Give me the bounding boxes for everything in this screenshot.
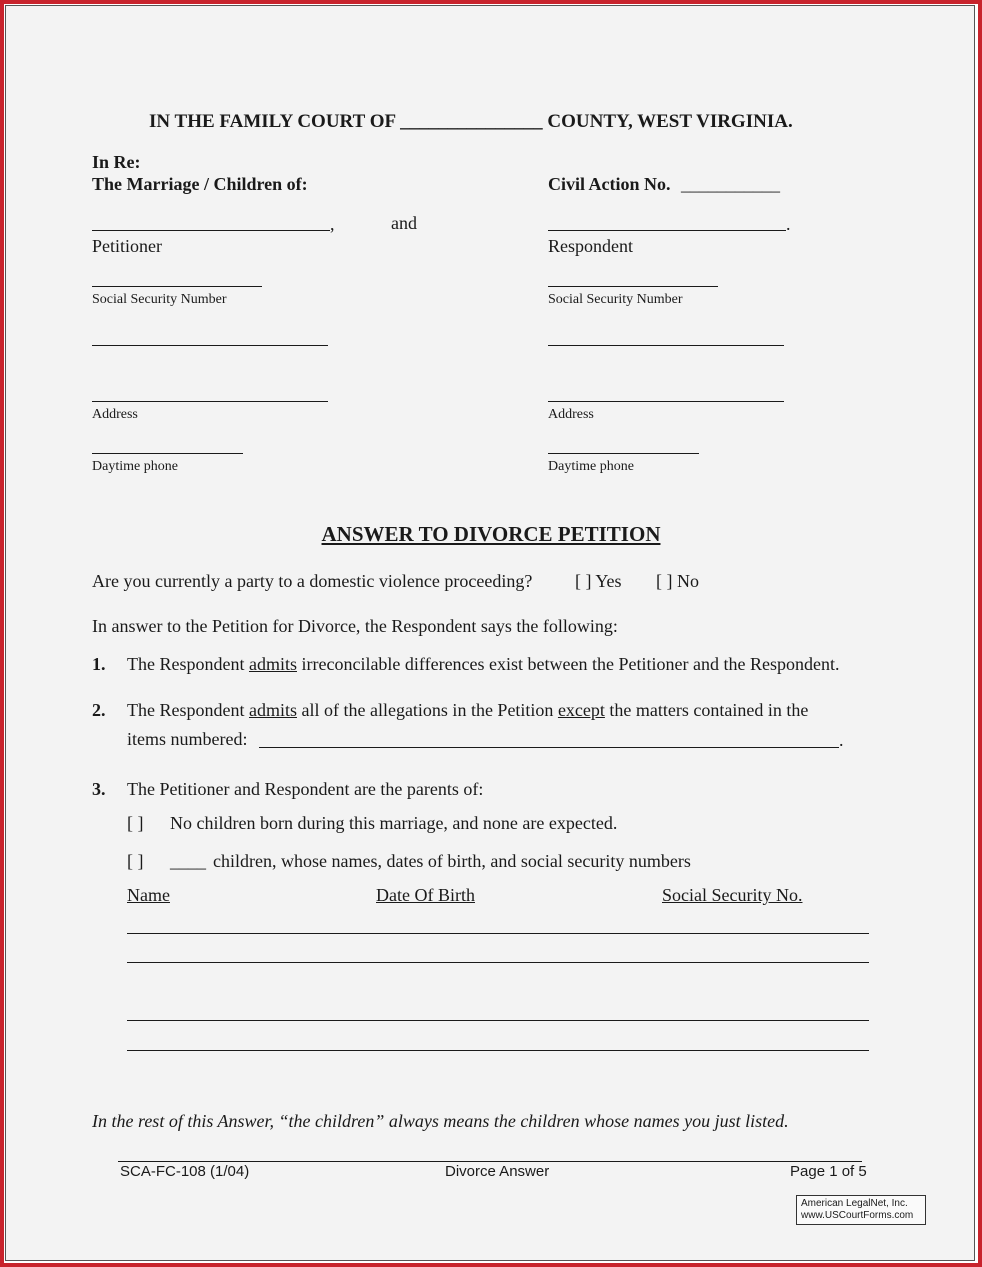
footer-rule [118, 1161, 862, 1162]
item-1-pre: The Respondent [127, 654, 245, 674]
and-label: and [391, 213, 417, 233]
child-row-line-2[interactable] [127, 962, 869, 963]
petitioner-ssn-line[interactable] [92, 286, 262, 287]
footer-page-number: Page 1 of 5 [790, 1163, 867, 1180]
items-numbered-line[interactable] [259, 747, 839, 748]
children-label: children, whose names, dates of birth, and social security numbers [213, 851, 691, 871]
dv-no-checkbox[interactable]: [ ] No [656, 571, 699, 591]
court-prefix: IN THE FAMILY COURT OF [149, 111, 396, 132]
closing-note: In the rest of this Answer, “the children” always means the children whose names you just listed. [92, 1111, 789, 1131]
respondent-address-line-1[interactable] [548, 345, 784, 346]
item-2-text [127, 699, 808, 721]
respondent-name-line[interactable] [548, 230, 786, 231]
item-2-admits: admits [248, 700, 297, 720]
petitioner-address-label: Address [92, 407, 138, 422]
item-1-admits: admits [248, 654, 297, 674]
respondent-phone-label: Daytime phone [548, 459, 634, 474]
item-2-end: . [839, 730, 844, 750]
civil-action-label: Civil Action No. [548, 174, 671, 194]
petitioner-label: Petitioner [92, 236, 162, 256]
stamp-line-1: American LegalNet, Inc. [801, 1198, 908, 1209]
court-heading [149, 111, 793, 133]
county-blank: _______________ [400, 111, 543, 132]
child-row-line-3[interactable] [127, 1020, 869, 1021]
item-1-number: 1. [92, 654, 106, 674]
court-suffix: COUNTY, WEST VIRGINIA. [547, 111, 793, 132]
children-count-blank[interactable]: ____ [170, 851, 206, 871]
dv-question: Are you currently a party to a domestic violence proceeding? [92, 571, 533, 591]
in-re-label: In Re: [92, 152, 141, 172]
stamp-line-2: www.USCourtForms.com [801, 1210, 914, 1221]
petitioner-address-line-1[interactable] [92, 345, 328, 346]
respondent-label: Respondent [548, 236, 633, 256]
respondent-phone-line[interactable] [548, 453, 699, 454]
respondent-period: . [786, 214, 791, 234]
petitioner-name-line[interactable] [92, 230, 330, 231]
petitioner-phone-label: Daytime phone [92, 459, 178, 474]
marriage-children-label: The Marriage / Children of: [92, 174, 308, 194]
children-checkbox[interactable]: [ ] [127, 851, 144, 871]
respondent-ssn-label: Social Security Number [548, 292, 683, 307]
footer-form-id: SCA-FC-108 (1/04) [120, 1163, 250, 1180]
document-title: ANSWER TO DIVORCE PETITION [321, 522, 661, 546]
item-2-pre: The Respondent [127, 700, 245, 720]
petitioner-phone-line[interactable] [92, 453, 243, 454]
item-2-number: 2. [92, 700, 106, 720]
no-children-label: No children born during this marriage, and none are expected. [170, 813, 618, 833]
footer-form-name: Divorce Answer [445, 1163, 550, 1180]
petitioner-ssn-label: Social Security Number [92, 292, 227, 307]
child-row-line-4[interactable] [127, 1050, 869, 1051]
item-1-text [127, 653, 839, 675]
respondent-address-label: Address [548, 407, 594, 422]
child-row-line-1[interactable] [127, 933, 869, 934]
intro-text: In answer to the Petition for Divorce, the Respondent says the following: [92, 616, 618, 636]
dv-yes-checkbox[interactable]: [ ] Yes [575, 571, 622, 591]
petitioner-address-line-2[interactable] [92, 401, 328, 402]
civil-action-blank: ___________ [681, 174, 781, 194]
item-3-text: The Petitioner and Respondent are the parents of: [127, 779, 484, 799]
item-2-except: except [557, 700, 605, 720]
col-ssn-header: Social Security No. [662, 885, 803, 905]
col-dob-header: Date Of Birth [376, 885, 475, 905]
item-2-post: the matters contained in the [609, 700, 809, 720]
civil-action-heading [548, 173, 780, 195]
petitioner-comma: , [330, 214, 335, 234]
col-name-header: Name [127, 885, 170, 905]
item-1-post: irreconcilable differences exist between the Petitioner and the Respondent. [301, 654, 840, 674]
respondent-address-line-2[interactable] [548, 401, 784, 402]
publisher-stamp [796, 1195, 926, 1225]
no-children-checkbox[interactable]: [ ] [127, 813, 144, 833]
item-3-number: 3. [92, 779, 106, 799]
item-2-items-label: items numbered: [127, 729, 248, 749]
respondent-ssn-line[interactable] [548, 286, 718, 287]
item-2-mid: all of the allegations in the Petition [301, 700, 554, 720]
